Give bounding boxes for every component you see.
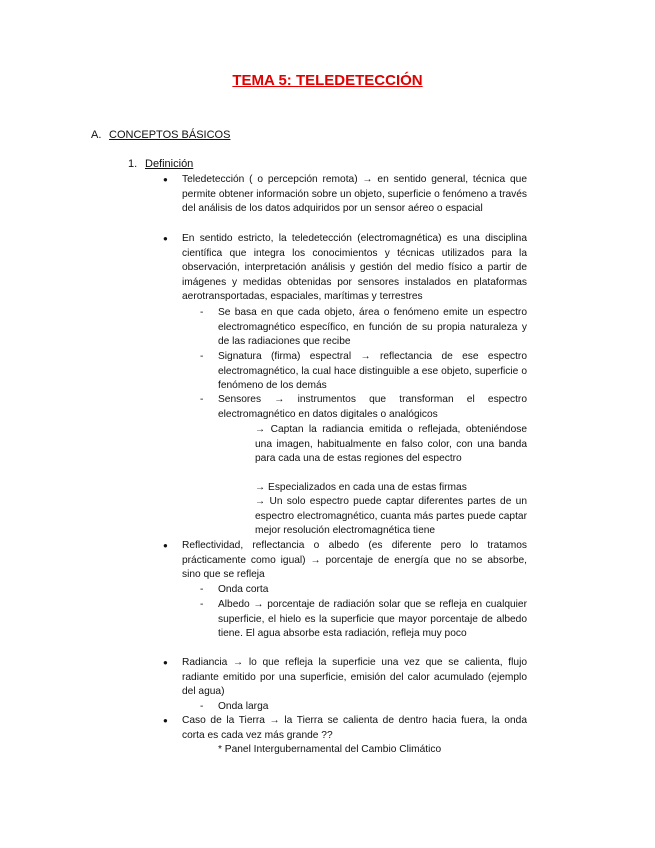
arrow-item-captan: → Captan la radiancia emitida o reflejada, obteniéndose una imagen, habitualmente en falso color, con una banda para cada una de estas regiones del espectro — [255, 424, 527, 465]
subsection-label: 1. — [128, 158, 138, 170]
dash-signatura: - Signatura (firma) espectral → reflectancia de ese espectro electromagnético, la cual hace distinguible a ese objeto, superficie o fenómeno de los demás — [218, 350, 527, 394]
section-title: CONCEPTOS BÁSICOS — [109, 129, 231, 141]
footnote: * Panel Intergubernamental del Cambio Climático — [218, 744, 442, 755]
bullet-caso-tierra: ● Caso de la Tierra → la Tierra se calienta de dentro hacia fuera, la onda corta es cada vez más grande ?? — [182, 714, 527, 743]
bullet-sentido-estricto: ● En sentido estricto, la teledetección (electromagnética) es una disciplina científica que integra los conocimientos y técnicas utilizados para la observación, interpretación análisis y gestión del medio físico a partir de imágenes y medidas obtenidas por sensores instalados en plataformas aerotransportadas, espaciales, marítimas y terrestres — [182, 232, 527, 305]
subsection-title: Definición — [145, 158, 194, 170]
bullet-radiancia: ● Radiancia → lo que refleja la superficie una vez que se calienta, flujo radiante emitido por una superficie, emisión del calor acumulado (ejemplo del agua) — [182, 656, 527, 700]
dash-sensores: - Sensores → instrumentos que transforman el espectro electromagnético en datos digitales o analógicos — [218, 393, 527, 422]
section-label: A. — [91, 129, 102, 141]
dash-espectro: - Se basa en que cada objeto, área o fenómeno emite un espectro electromagnético específico, en función de su propia naturaleza y de las radiaciones que recibe — [218, 306, 527, 350]
subsection-heading — [128, 158, 193, 170]
section-heading — [91, 129, 230, 141]
bullet-teledeteccion: ● Teledetección ( o percepción remota) → en sentido general, técnica que permite obtener información sobre un objeto, superficie o fenómeno a través del análisis de los datos adquiridos por un sensor aéreo o espacial — [182, 173, 527, 217]
bullet-reflectividad: ● Reflectividad, reflectancia o albedo (es diferente pero lo tratamos prácticamente como igual) → porcentaje de energía que no se absorbe, sino que se refleja — [182, 539, 527, 583]
page-title: TEMA 5: TELEDETECCIÓN — [232, 72, 423, 89]
arrow-item-espectro: → Un solo espectro puede captar diferentes partes de un espectro electromagnético, cuanta más partes puede captar mejor resolución electromagnética tiene — [255, 496, 527, 537]
dash-onda-larga: - Onda larga — [218, 700, 527, 715]
dash-onda-corta: - Onda corta — [218, 583, 527, 598]
arrow-item-especializados: → Especializados en cada una de estas firmas — [255, 482, 467, 493]
dash-albedo: - Albedo → porcentaje de radiación solar que se refleja en cualquier superficie, el hielo es la superficie que mayor porcentaje de albedo tiene. El agua absorbe esta radiación, refleja muy poco — [218, 598, 527, 642]
